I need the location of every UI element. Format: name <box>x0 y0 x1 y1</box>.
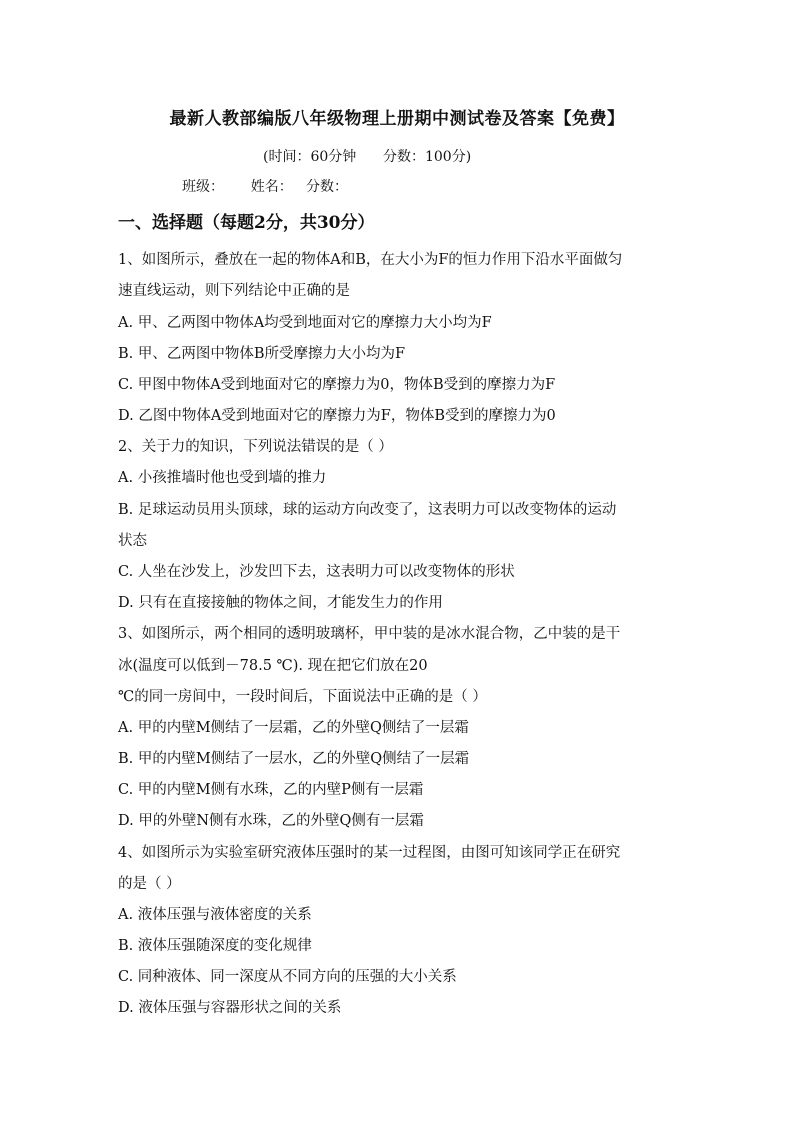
option-line: A. 甲、乙两图中物体A均受到地面对它的摩擦力大小均为F <box>118 315 492 331</box>
option-line: D. 只有在直接接触的物体之间，才能发生力的作用 <box>118 595 443 611</box>
option-line: A. 甲的内壁M侧结了一层霜，乙的外壁Q侧结了一层霜 <box>118 720 469 736</box>
option-line: A. 液体压强与液体密度的关系 <box>118 907 312 923</box>
section-heading: 一、选择题（每题2分，共30分） <box>118 213 375 233</box>
question-line: 冰(温度可以低到－78.5 ℃). 现在把它们放在20 <box>118 658 428 674</box>
time-score-line: (时间：60分钟 分数：100分) <box>263 149 472 165</box>
document-title: 最新人教部编版八年级物理上册期中测试卷及答案【免费】 <box>169 109 625 129</box>
option-line: D. 甲的外壁N侧有水珠，乙的外壁Q侧有一层霜 <box>118 813 424 829</box>
option-line: C. 甲的内壁M侧有水珠，乙的内壁P侧有一层霜 <box>118 782 424 798</box>
option-line: C. 人坐在沙发上，沙发凹下去，这表明力可以改变物体的形状 <box>118 564 515 580</box>
student-info-line: 班级： 姓名： 分数： <box>182 179 349 195</box>
option-line: B. 足球运动员用头顶球，球的运动方向改变了，这表明力可以改变物体的运动 <box>118 502 617 518</box>
question-line: 1、如图所示，叠放在一起的物体A和B，在大小为F的恒力作用下沿水平面做匀 <box>118 252 623 268</box>
question-line: 速直线运动，则下列结论中正确的是 <box>118 283 350 299</box>
question-line: 的是（ ） <box>118 876 181 892</box>
option-line: D. 乙图中物体A受到地面对它的摩擦力为F，物体B受到的摩擦力为0 <box>118 408 556 424</box>
option-line: 状态 <box>118 533 147 549</box>
option-line: A. 小孩推墙时他也受到墙的推力 <box>118 470 327 486</box>
option-line: C. 甲图中物体A受到地面对它的摩擦力为0，物体B受到的摩擦力为F <box>118 377 556 393</box>
question-line: 3、如图所示，两个相同的透明玻璃杯，甲中装的是冰水混合物，乙中装的是干 <box>118 626 621 642</box>
option-line: B. 液体压强随深度的变化规律 <box>118 938 312 954</box>
question-line: ℃的同一房间中，一段时间后，下面说法中正确的是（ ） <box>118 689 487 705</box>
option-line: C. 同种液体、同一深度从不同方向的压强的大小关系 <box>118 969 457 985</box>
question-line: 4、如图所示为实验室研究液体压强时的某一过程图，由图可知该同学正在研究 <box>118 845 621 861</box>
option-line: D. 液体压强与容器形状之间的关系 <box>118 1000 342 1016</box>
question-line: 2、关于力的知识，下列说法错误的是（ ） <box>118 439 393 455</box>
option-line: B. 甲的内壁M侧结了一层水，乙的外壁Q侧结了一层霜 <box>118 751 470 767</box>
option-line: B. 甲、乙两图中物体B所受摩擦力大小均为F <box>118 346 406 362</box>
